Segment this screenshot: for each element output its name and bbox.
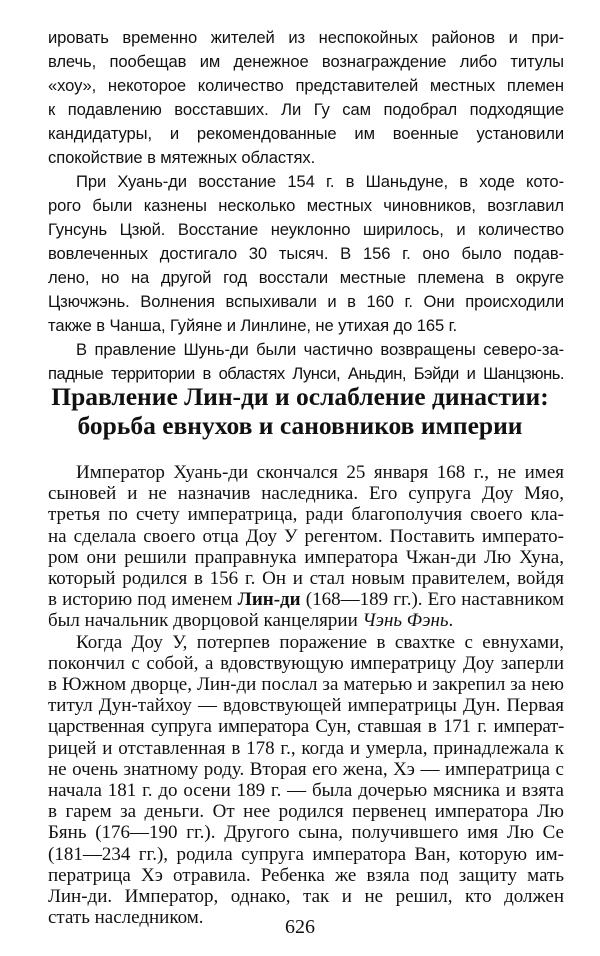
text-line: ировать временно жителей из неспокойных районов и при- [48, 28, 564, 47]
text-line: также в Чанша, Гуйяне и Линлине, не утихая до 165 г. [48, 316, 458, 335]
text-line: был начальник дворцовой канцелярии Чэнь Фэнь. [48, 610, 454, 632]
text-line: «хоу», некоторое количество представителей местных племен [48, 76, 564, 95]
text-line: Гунсунь Цзюй. Восстание неуклонно ширилось, и количество [48, 220, 564, 239]
ruler-name: Лин-ди [237, 589, 301, 611]
text-line: третья по счету императрица, ради благополучия своего кла- [48, 504, 564, 526]
text-line: сыновей и не назначив наследника. Его супруга Доу Мяо, [48, 483, 564, 505]
section-heading: Правление Лин-ди и ослабление династии: [51, 382, 549, 411]
text-line: в историю под именем Лин-ди (168—189 гг.). Его наставником [48, 589, 565, 611]
text-line: начала 181 г. до осени 189 г. — была дочерью мясника и взята [48, 780, 564, 801]
text-line: ператрица Хэ отравила. Ребенка же взяла под защиту мать [48, 864, 564, 886]
text-line: спокойствие в мятежных областях. [48, 148, 316, 167]
text-line: царственная супруга императора Сун, ставшая в 171 г. императ- [48, 716, 564, 738]
text-line: вовлеченных достигало 30 тысяч. В 156 г. оно было подав- [48, 244, 564, 263]
text-line: кандидатуры, и рекомендованные им военные установили [48, 124, 564, 143]
text-line: Цзючжэнь. Волнения вспыхивали и в 160 г. Они происходили [48, 292, 564, 311]
text-line: не очень знатному роду. Вторая его жена, Хэ — императрица с [48, 758, 564, 780]
text-line: в гарем за деньги. От нее родился первенец императора Лю [48, 801, 564, 823]
text-line: Бянь (176—190 гг.). Другого сына, получившего имя Лю Се [48, 822, 564, 844]
text-line: который родился в 156 г. Он и стал новым правителем, войдя [48, 568, 564, 589]
text-line: При Хуань-ди восстание 154 г. в Шаньдуне, в ходе кото- [76, 172, 564, 191]
text-line: падные территории в областях Лунси, Аньдин, Бэйди и Шанцзюнь. [48, 364, 564, 383]
text-line: титул Дун-тайхоу — вдовствующей императрицы Дун. Первая [48, 695, 564, 717]
text-line: влечь, пообещав им денежное вознаграждение либо титулы [48, 52, 564, 71]
text-line: рицей и отставленная в 178 г., когда и умерла, принадлежала к [48, 737, 564, 759]
text-line: в Южном дворце, Лин-ди послал за матерью и закрепил за нею [48, 674, 564, 695]
text-line: Император Хуань-ди скончался 25 января 168 г., не имея [76, 462, 564, 483]
text-line: покончил с собой, а вдовствующую императрицу Доу заперли [48, 652, 564, 674]
page-number: 626 [285, 916, 315, 938]
text-line: рого были казнены несколько местных чиновников, возглавил [48, 196, 564, 215]
text-line: ром они решили праправнука императора Чжан-ди Лю Хуна, [48, 546, 564, 568]
text-line: лено, но на другой год восстали местные племена в округе [48, 268, 564, 287]
text-line: Лин-ди. Император, однако, так и не решил, кто должен [48, 886, 564, 907]
text-line: Когда Доу У, потерпев поражение в свахтке с евнухами, [76, 631, 564, 653]
person-name: Чэнь Фэнь [362, 610, 449, 632]
text-line: В правление Шунь-ди были частично возвращены северо-за- [76, 340, 564, 359]
text-line: стать наследником. [48, 907, 204, 929]
text-line: на сделала своего отца Доу У регентом. Поставить императо- [48, 525, 564, 547]
text-line: (181—234 гг.), родила супруга императора Ван, которую им- [48, 843, 564, 865]
text-line: к подавлению восставших. Ли Гу сам подобрал подходящие [48, 100, 564, 119]
section-heading: борьба евнухов и сановников империи [77, 411, 523, 440]
